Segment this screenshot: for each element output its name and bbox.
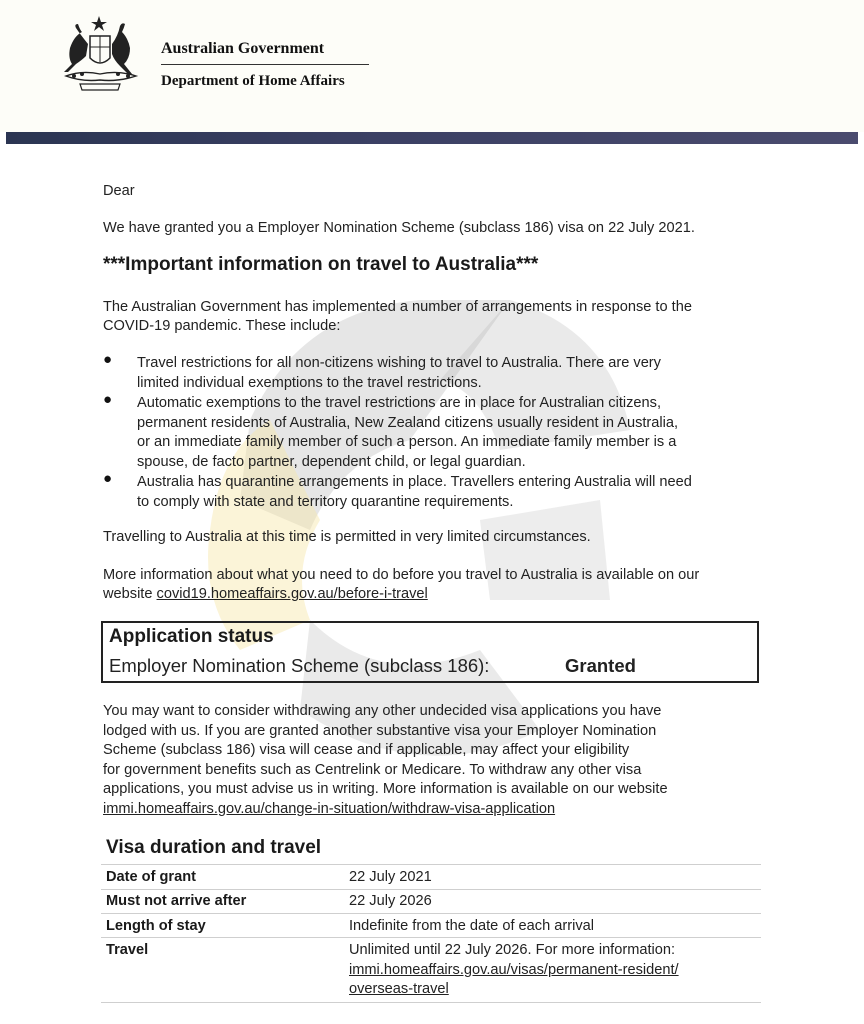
bullet-icon: ● xyxy=(103,391,113,408)
row-value-must-not-arrive-after: 22 July 2026 xyxy=(349,893,432,909)
withdraw-paragraph: You may want to consider withdrawing any other undecided visa applications you have lodged with us. If you are granted another substantive visa your Employer Nomination Scheme (subclass 186) visa will cease and if applicable, may affect your eligibility for government benefits such as Centrelink or Medicare. To withdraw any other visa applications, you must advise us in writing. More information is available on our website immi.homeaffairs.gov.au/change-in-situation/withdraw-visa-application xyxy=(103,702,668,819)
table-divider xyxy=(101,864,761,865)
more-info-line: More information about what you need to do before you travel to Australia is available on our xyxy=(103,567,700,583)
bullet-item-2: Automatic exemptions to the travel restrictions are in place for Australian citizens, permanent residents of Australia, New Zealand citizens usually resident in Australia, or an immediate family member of such a person. An immediate family member is a spouse, de facto partner, dependent child, or legal guardian. xyxy=(137,395,679,470)
more-info-website: website covid19.homeaffairs.gov.au/before-i-travel xyxy=(103,586,428,602)
grant-sentence: We have granted you a Employer Nomination Scheme (subclass 186) visa on 22 July 2021. xyxy=(103,220,695,236)
row-value-travel: Unlimited until 22 July 2026. For more information: immi.homeaffairs.gov.au/visas/permanent-resident/ overseas-travel xyxy=(349,941,749,1000)
table-divider xyxy=(101,1002,761,1003)
table-divider xyxy=(101,889,761,890)
bullet-item-3: Australia has quarantine arrangements in place. Travellers entering Australia will need to comply with state and territory quarantine requirements. xyxy=(137,474,692,510)
table-divider xyxy=(101,913,761,914)
row-label-length-of-stay: Length of stay xyxy=(106,918,206,934)
overseas-travel-link[interactable]: immi.homeaffairs.gov.au/visas/permanent-resident/ overseas-travel xyxy=(349,961,679,997)
header-band xyxy=(6,132,858,144)
bullet-icon: ● xyxy=(103,470,113,487)
application-status-box xyxy=(101,621,759,683)
bullet-icon: ● xyxy=(103,351,113,368)
header-divider xyxy=(161,64,369,65)
important-heading: ***Important information on travel to Australia*** xyxy=(103,254,539,275)
withdraw-application-link[interactable]: immi.homeaffairs.gov.au/change-in-situation/withdraw-visa-application xyxy=(103,800,556,817)
coat-of-arms-icon xyxy=(52,14,152,94)
intro-line-2: COVID-19 pandemic. These include: xyxy=(103,318,341,334)
salutation: Dear xyxy=(103,183,135,199)
table-divider xyxy=(101,937,761,938)
application-status-title: Application status xyxy=(109,626,274,647)
government-name: Australian Government xyxy=(161,40,325,57)
status-badge: Granted xyxy=(565,655,636,676)
row-label-date-of-grant: Date of grant xyxy=(106,869,196,885)
intro-line-1: The Australian Government has implemented a number of arrangements in response to the xyxy=(103,299,692,315)
row-label-travel: Travel xyxy=(106,942,149,958)
row-value-length-of-stay: Indefinite from the date of each arrival xyxy=(349,918,594,934)
row-value-date-of-grant: 22 July 2021 xyxy=(349,869,432,885)
travelling-sentence: Travelling to Australia at this time is permitted in very limited circumstances. xyxy=(103,529,591,545)
visa-subclass-label: Employer Nomination Scheme (subclass 186): xyxy=(109,655,490,676)
letterhead xyxy=(0,0,864,132)
bullet-item-1: Travel restrictions for all non-citizens wishing to travel to Australia. There are very limited individual exemptions to the travel restrictions. xyxy=(137,355,661,391)
covid-info-link[interactable]: covid19.homeaffairs.gov.au/before-i-travel xyxy=(156,586,428,602)
visa-duration-title: Visa duration and travel xyxy=(106,837,322,858)
row-label-must-not-arrive-after: Must not arrive after xyxy=(106,893,247,909)
department-name: Department of Home Affairs xyxy=(161,73,345,89)
